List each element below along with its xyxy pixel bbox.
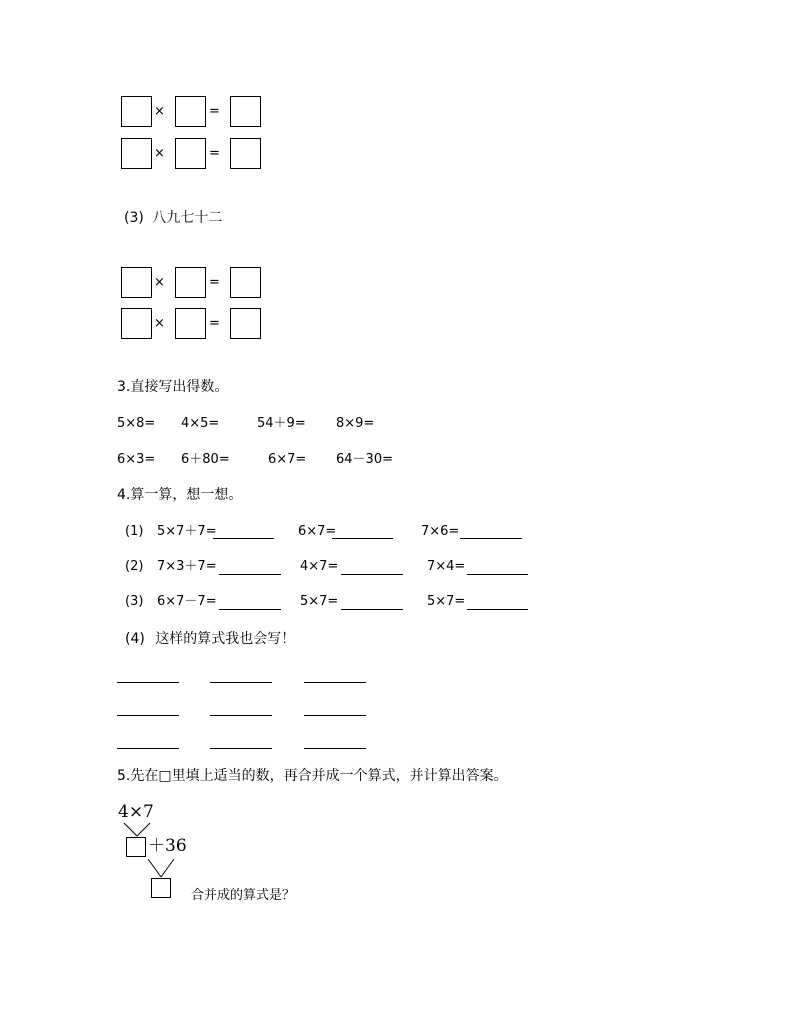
top-expression: 4×7 bbox=[118, 802, 154, 822]
times-sign: × bbox=[154, 104, 165, 119]
item-text: 八九七十二 bbox=[152, 210, 223, 226]
times-sign: × bbox=[154, 275, 165, 290]
item-label: (1) bbox=[125, 524, 144, 539]
item-label: (4) bbox=[125, 631, 145, 647]
problem-text: 7×6= bbox=[421, 524, 460, 539]
problem-text: 7×3＋7= bbox=[157, 559, 217, 574]
problem-text: 6×7－7= bbox=[157, 594, 217, 609]
plus-expression: ＋36 bbox=[148, 836, 187, 856]
item-label: (3) bbox=[124, 210, 144, 226]
problem-text: 54＋9= bbox=[257, 416, 306, 431]
item-text: 这样的算式我也会写！ bbox=[155, 631, 296, 647]
problem-text: 4×7= bbox=[300, 559, 339, 574]
problem-text: 6×7= bbox=[268, 452, 307, 467]
equals-sign: = bbox=[209, 146, 220, 161]
problem-text: 5×8= bbox=[117, 416, 156, 431]
item-label: (3) bbox=[125, 594, 144, 609]
problem-text: 6×7= bbox=[298, 524, 337, 539]
item-label: (2) bbox=[125, 559, 144, 574]
equals-sign: = bbox=[209, 104, 220, 119]
answer-box[interactable] bbox=[151, 878, 171, 898]
problem-text: 5×7= bbox=[300, 594, 339, 609]
problem-text: 64－30= bbox=[336, 452, 393, 467]
section-4-title: 4.算一算，想一想。 bbox=[117, 487, 243, 503]
section-5-title: 5.先在□里填上适当的数，再合并成一个算式，并计算出答案。 bbox=[117, 768, 508, 784]
problem-text: 4×5= bbox=[181, 416, 220, 431]
question-text: 合并成的算式是？ bbox=[191, 888, 296, 903]
problem-text: 7×4= bbox=[427, 559, 466, 574]
equals-sign: = bbox=[209, 316, 220, 331]
equals-sign: = bbox=[209, 275, 220, 290]
times-sign: × bbox=[154, 316, 165, 331]
answer-box[interactable] bbox=[126, 837, 146, 857]
problem-text: 5×7= bbox=[427, 594, 466, 609]
problem-text: 8×9= bbox=[336, 416, 375, 431]
problem-text: 6×3= bbox=[117, 452, 156, 467]
problem-text: 6＋80= bbox=[181, 452, 230, 467]
problem-text: 5×7＋7= bbox=[157, 524, 217, 539]
times-sign: × bbox=[154, 146, 165, 161]
section-3-title: 3.直接写出得数。 bbox=[117, 379, 229, 395]
